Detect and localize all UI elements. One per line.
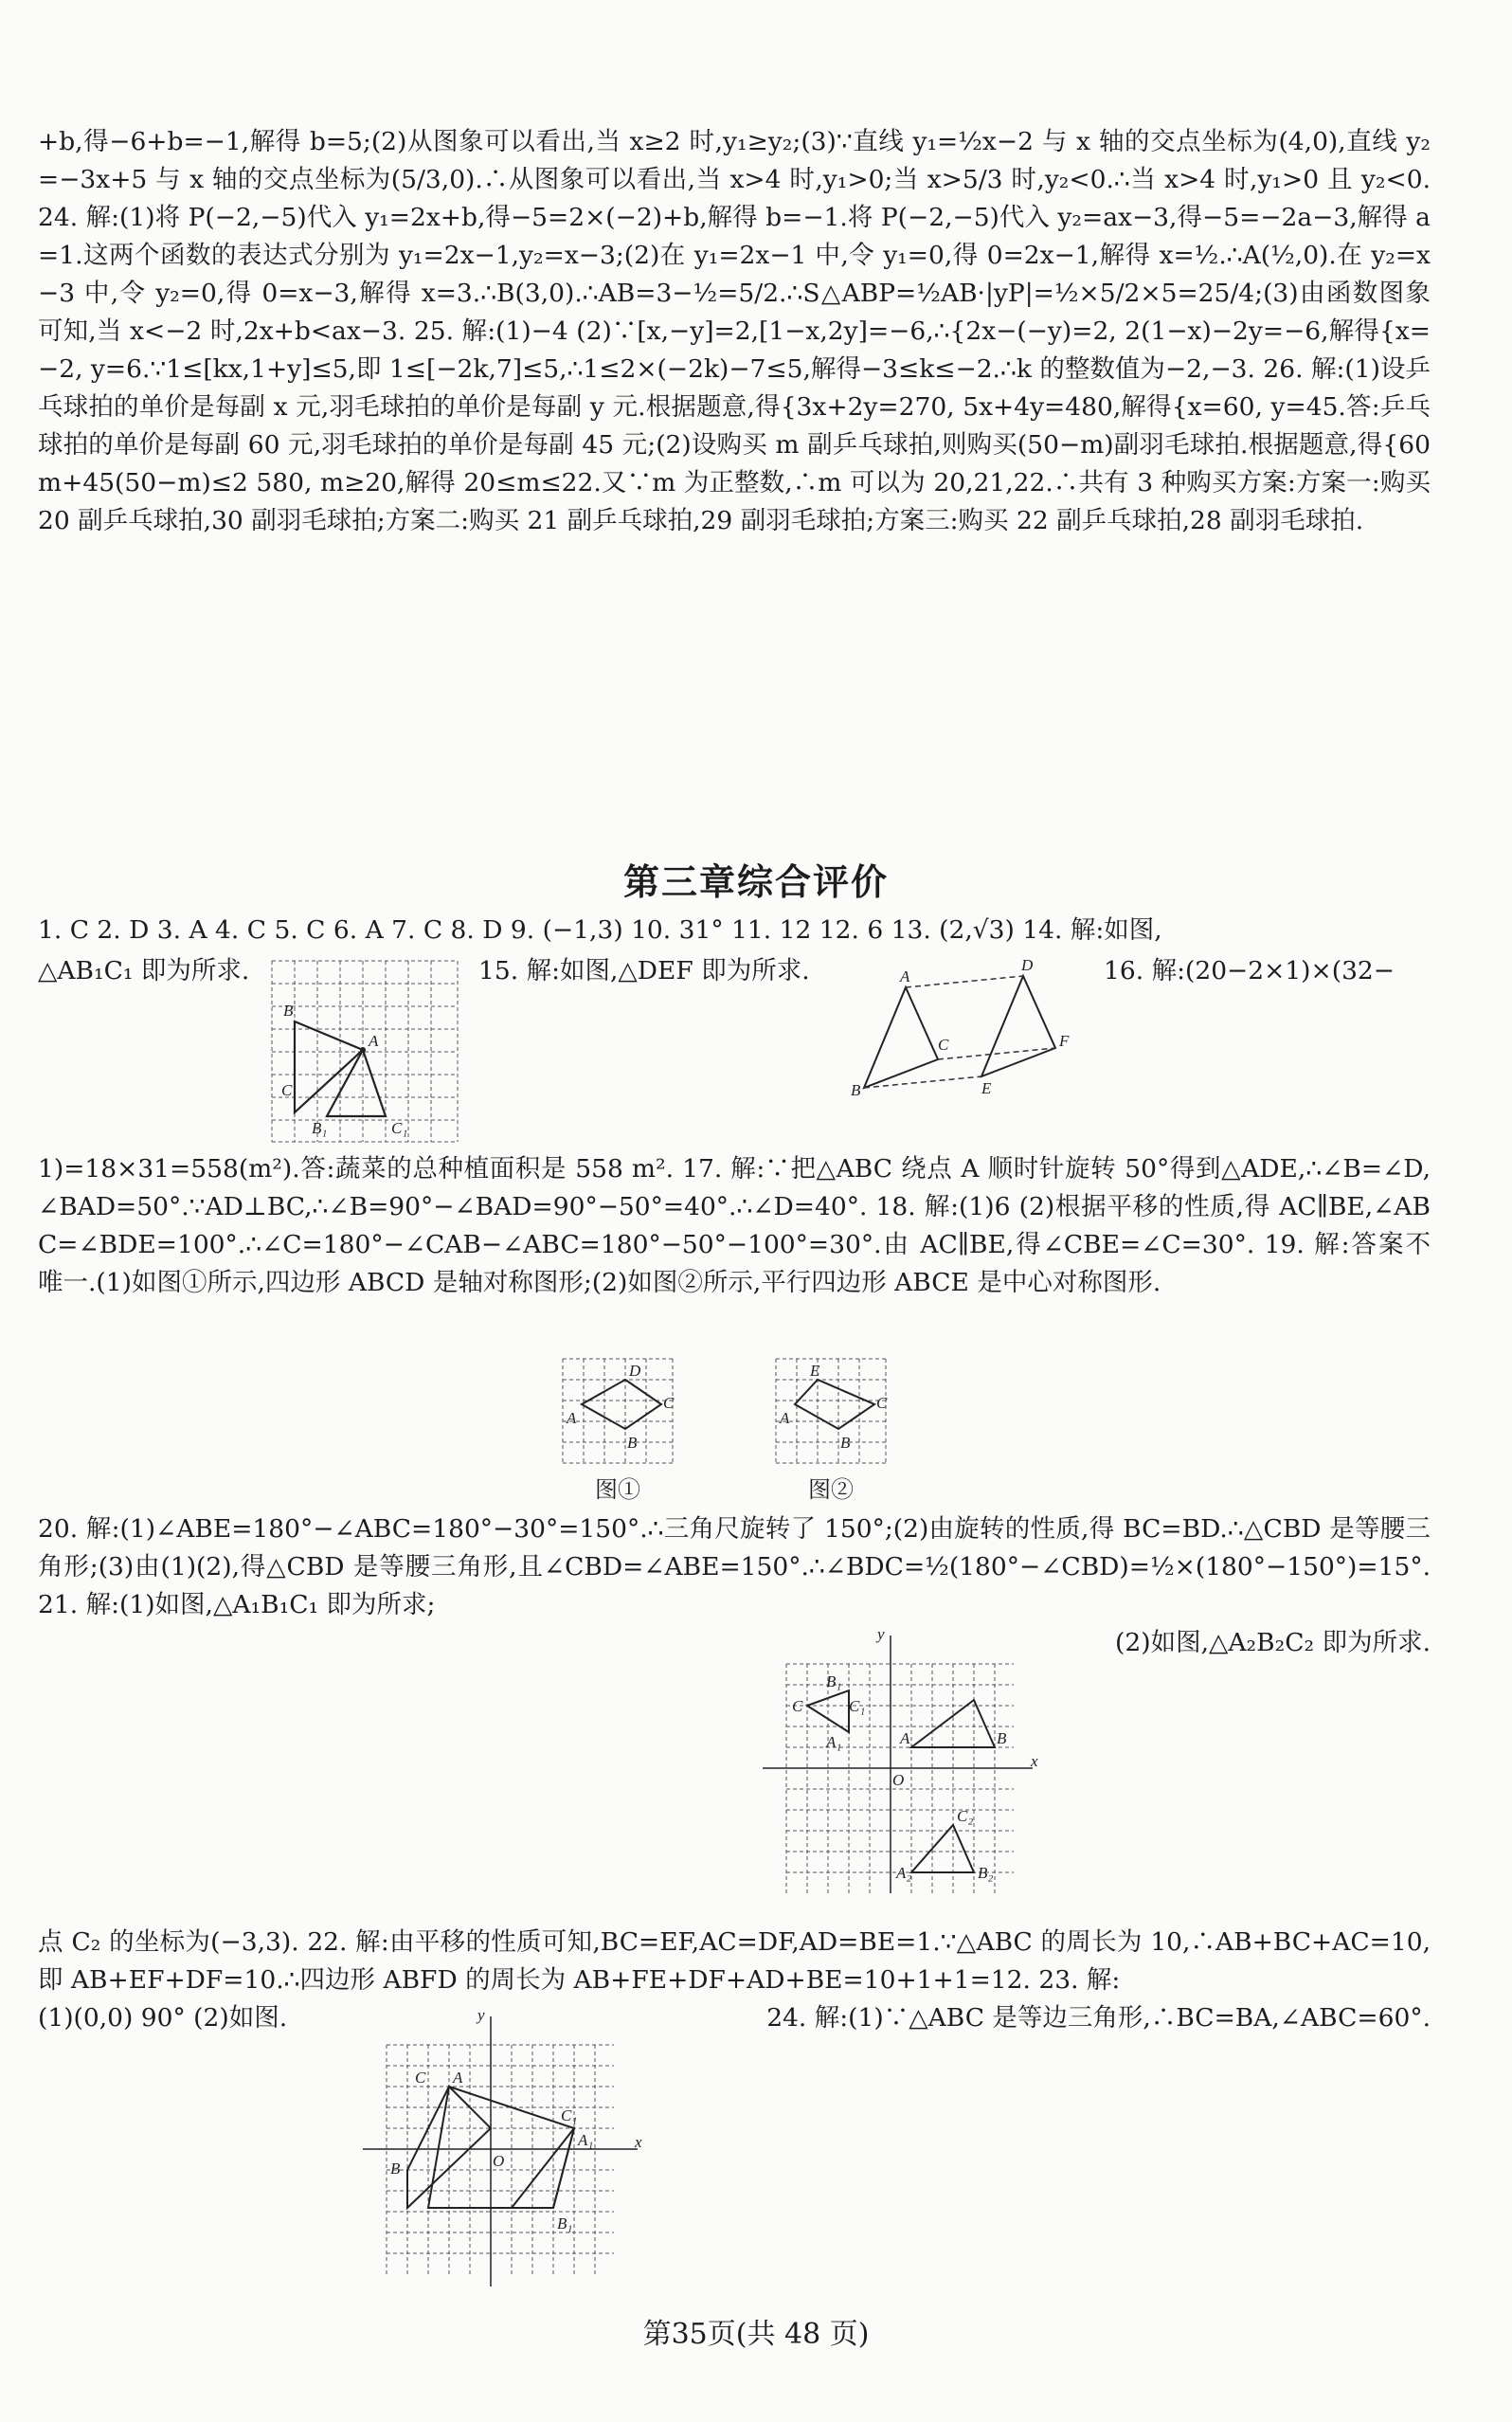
fig23-label-B1: B₁: [557, 2214, 573, 2232]
fig21-label-B1: B₁: [826, 1672, 842, 1690]
fig23-label-B: B: [390, 2160, 401, 2178]
fig23-label-y: y: [477, 2007, 485, 2024]
answer-21-part2: (2)如图,△A₂B₂C₂ 即为所求.: [1115, 1628, 1431, 1657]
figure-19-1-caption: 图①: [595, 1476, 640, 1503]
paragraph-answers-23-26: +b,得−6+b=−1,解得 b=5;(2)从图象可以看出,当 x≥2 时,y₁≥y₂;(3)∵直线 y₁=½x−2 与 x 轴的交点坐标为(4,0),直线 y₂=−3x+5 与 x 轴的交点坐标为(5/3,0).∴从图象可以看出,当 x>4 时,y₁>0;当 x>5/3 时,y₂<0.∴当 x>4 时,y₁>0 且 y₂<0. 24. 解:(1)将 P(−2,−5)代入 y₁=2x+b,得−5=2×(−2)+b,解得 b=−1.将 P(−2,−5)代入 y₂=ax−3,得−5=−2a−3,解得 a=1.这两个函数的表达式分别为 y₁=2x−1,y₂=x−3;(2)在 y₁=2x−1 中,令 y₁=0,得 0=2x−1,解得 x=½.∴A(½,0).在 y₂=x−3 中,令 y₂=0,得 0=x−3,解得 x=3.∴B(3,0).∴AB=3−½=5/2.∴S△ABP=½AB·|yP|=½×5/2×5=25/4;(3)由函数图象可知,当 x<−2 时,2x+b<ax−3. 25. 解:(1)−4 (2)∵[x,−y]=2,[1−x,2y]=−6,∴{2x−(−y)=2, 2(1−x)−2y=−6,解得{x=−2, y=6.∵1≤[kx,1+y]≤5,即 1≤[−2k,7]≤5,∴1≤2×(−2k)−7≤5,解得−3≤k≤−2.∴k 的整数值为−2,−3. 26. 解:(1)设乒乓球拍的单价是每副 x 元,羽毛球拍的单价是每副 y 元.根据题意,得{3x+2y=270, 5x+4y=480,解得{x=60, y=45.答:乒乓球拍的单价是每副 60 元,羽毛球拍的单价是每副 45 元;(2)设购买 m 副乒乓球拍,则购买(50−m)副羽毛球拍.根据题意,得{60m+45(50−m)≤2 580, m≥20,解得 20≤m≤22.又∵m 为正整数,∴m 可以为 20,21,22.∴共有 3 种购买方案:方案一:购买 20 副乒乓球拍,30 副羽毛球拍;方案二:购买 21 副乒乓球拍,29 副羽毛球拍;方案三:购买 22 副乒乓球拍,28 副羽毛球拍.: [38, 127, 1431, 535]
fig21-label-C1: C₁: [849, 1697, 866, 1715]
figure-21-coordinate: [758, 1626, 1042, 1901]
fig19b-label-A: A: [780, 1409, 790, 1427]
fig23-label-A: A: [453, 2069, 463, 2087]
section-title: 第三章综合评价: [622, 861, 889, 903]
answer-16-text: 16. 解:(20−2×1)×(32−: [1104, 956, 1395, 985]
figure-19-2: [774, 1357, 888, 1466]
fig23-label-A1: A₁: [578, 2131, 594, 2149]
paragraph-answers-16-19: 1)=18×31=558(m²).答:蔬菜的总种植面积是 558 m². 17. 解:∵把△ABC 绕点 A 顺时针旋转 50°得到△ADE,∴∠B=∠D,∠BAD=50°.∵AD⊥BC,∴∠B=90°−∠BAD=90°−50°=40°.∴∠D=40°. 18. 解:(1)6 (2)根据平移的性质,得 AC∥BE,∠ABC=∠BDE=100°.∴∠C=180°−∠CAB−∠ABC=180°−50°−100°=30°.由 AC∥BE,得∠CBE=∠C=30°. 19. 解:答案不唯一.(1)如图①所示,四边形 ABCD 是轴对称图形;(2)如图②所示,平行四边形 ABCE 是中心对称图形.: [38, 1154, 1431, 1297]
fig21-label-A: A: [900, 1729, 910, 1747]
fig21-label-O: O: [892, 1771, 905, 1789]
fig19a-label-A: A: [567, 1409, 577, 1427]
fig21-label-B: B: [997, 1729, 1007, 1747]
fig21-label-C2: C₂: [957, 1807, 974, 1825]
answer-15-text: 15. 解:如图,△DEF 即为所求.: [478, 956, 810, 985]
figure-15-translation: [843, 955, 1089, 1107]
paragraph-answers-21-23: 点 C₂ 的坐标为(−3,3). 22. 解:由平移的性质可知,BC=EF,AC=DF,AD=BE=1.∵△ABC 的周长为 10,∴AB+BC+AC=10,即 AB+EF+DF=10.∴四边形 ABFD 的周长为 AB+FE+DF+AD+BE=10+1+1=12. 23. 解:: [38, 1927, 1431, 1995]
fig19a-label-D: D: [629, 1362, 641, 1380]
fig14-label-C1: C₁: [391, 1119, 408, 1137]
fig15-label-B: B: [851, 1081, 861, 1099]
paragraph-answers-20-21: 20. 解:(1)∠ABE=180°−∠ABC=180°−30°=150°.∴三角尺旋转了 150°;(2)由旋转的性质,得 BC=BD.∴△CBD 是等腰三角形;(3)由(1)(2),得△CBD 是等腰三角形,且∠CBD=∠ABE=150°.∴∠BDC=½(180°−∠CBD)=½×(180°−150°)=15°. 21. 解:(1)如图,△A₁B₁C₁ 即为所求;: [38, 1514, 1431, 1619]
fig23-label-O: O: [493, 2152, 505, 2170]
fig15-label-D: D: [1021, 956, 1034, 974]
answer-24-text: 24. 解:(1)∵△ABC 是等边三角形,∴BC=BA,∠ABC=60°.: [766, 2003, 1431, 2033]
answer-23-text: (1)(0,0) 90° (2)如图.: [38, 2003, 288, 2033]
fig21-label-C: C: [792, 1697, 803, 1715]
fig15-label-C: C: [938, 1036, 949, 1054]
page-footer: 第35页(共 48 页): [642, 2318, 870, 2351]
fig19a-label-B: B: [627, 1434, 638, 1452]
fig23-label-x: x: [635, 2133, 642, 2151]
figure-19-2-caption: 图②: [808, 1476, 854, 1503]
fig21-label-A1: A₁: [826, 1733, 842, 1751]
fig21-label-y: y: [877, 1626, 885, 1643]
fig14-label-A: A: [369, 1032, 379, 1050]
fig19b-label-E: E: [810, 1362, 820, 1380]
fig19b-label-B: B: [840, 1434, 851, 1452]
fig14-label-B1: B₁: [312, 1119, 328, 1137]
fig14-label-B: B: [283, 1002, 294, 1020]
fig19b-label-C: C: [876, 1394, 888, 1412]
fig15-label-E: E: [981, 1079, 992, 1097]
answer-14-text: △AB₁C₁ 即为所求.: [38, 956, 250, 985]
fig15-label-A: A: [900, 967, 910, 985]
fig19a-label-C: C: [663, 1394, 675, 1412]
figure-19-1: [561, 1357, 675, 1466]
fig14-label-C: C: [281, 1081, 293, 1099]
fig21-label-x: x: [1031, 1752, 1038, 1770]
fig23-label-C: C: [415, 2069, 426, 2087]
figure-14-grid: [270, 959, 459, 1144]
fig21-label-A2: A₂: [896, 1864, 912, 1882]
fig15-label-F: F: [1059, 1032, 1070, 1050]
fig23-label-C1: C₁: [561, 2106, 578, 2124]
figure-23-coordinate: [358, 2007, 642, 2291]
fig21-label-B2: B₂: [978, 1864, 994, 1882]
answers-1-14: 1. C 2. D 3. A 4. C 5. C 6. A 7. C 8. D 9. (−1,3) 10. 31° 11. 12 12. 6 13. (2,√3) 14. 解:如图,: [38, 915, 1162, 945]
